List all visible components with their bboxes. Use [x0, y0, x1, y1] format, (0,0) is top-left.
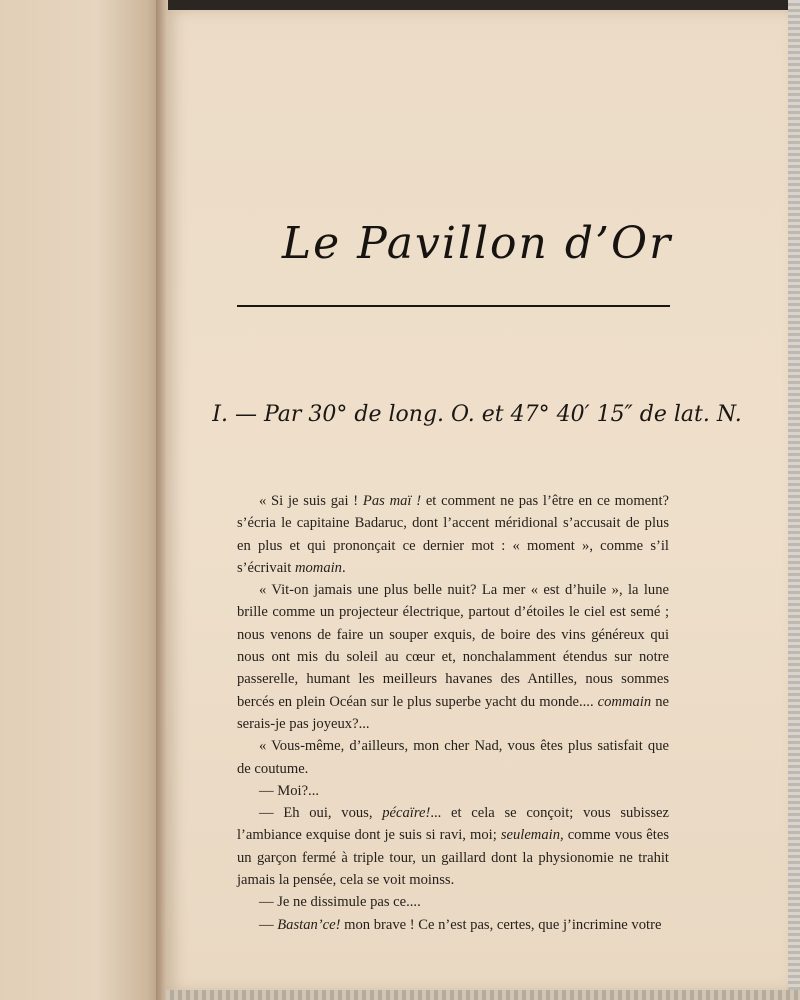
text-run: — Eh oui, vous, — [259, 805, 383, 822]
text-run: . — [341, 559, 346, 576]
paragraph — [237, 780, 669, 802]
page-edge-bottom — [166, 990, 800, 1000]
paragraph — [237, 914, 669, 936]
title-rule — [237, 305, 670, 307]
paragraph — [237, 735, 669, 780]
italic-run: Bastan’ce! — [277, 916, 341, 933]
italic-run: seulemain, — [500, 827, 564, 844]
page-edge-right — [788, 0, 800, 1000]
text-run: et comment ne pas l’être en ce moment? s’écria le capitaine Badaruc, dont l’accent méridional s’accusait de plus en plus et qui prononçait ce dernier mot : « moment », comme s’il s’écrivait — [237, 493, 669, 576]
paragraph — [237, 891, 669, 913]
paragraph — [237, 490, 669, 579]
italic-run: commain — [597, 693, 652, 710]
left-page — [0, 0, 160, 1000]
italic-run: momain — [294, 559, 342, 576]
text-run: — Moi?... — [259, 782, 319, 799]
text-run: « Vous-même, d’ailleurs, mon cher Nad, vous êtes plus satisfait que de coutume. — [237, 738, 669, 777]
paragraph — [237, 579, 669, 735]
italic-run: pécaïre! — [382, 805, 431, 822]
book-title: Le Pavillon d’Or — [281, 218, 673, 269]
body-text — [237, 490, 669, 936]
text-run: mon brave ! Ce n’est pas, certes, que j’incrimine votre — [340, 916, 662, 933]
text-run: — — [259, 916, 278, 933]
paragraph — [237, 802, 669, 891]
text-run: ... et cela se conçoit; vous subissez l’ambiance exquise dont je suis si ravi, moi; — [237, 805, 670, 844]
text-run: comme vous êtes un garçon fermé à triple tour, un gaillard dont la physionomie ne trahit jamais la pensée, cela se voit moinss. — [237, 827, 669, 889]
text-run: « Si je suis gai ! — [259, 493, 363, 509]
text-run: ne serais-je pas joyeux?... — [237, 693, 669, 732]
text-run: — Je ne dissimule pas ce.... — [259, 894, 421, 911]
text-run: « Vit-on jamais une plus belle nuit? La mer « est d’huile », la lune brille comme un projecteur électrique, partout d’étoiles le ciel est semé ; nous venons de faire un souper exquis, de boire des vins généreux qui nous ont mis du soleil au cœur et, nonchalamment étendus sur notre passerelle, humant les meilleurs havanes des Antilles, nous sommes bercés en plein Océan sur le plus superbe yacht du monde.... — [237, 582, 669, 710]
chapter-heading: I. — Par 30° de long. O. et 47° 40′ 15″ de lat. N. — [212, 402, 742, 427]
italic-run: Pas maï ! — [362, 493, 422, 509]
